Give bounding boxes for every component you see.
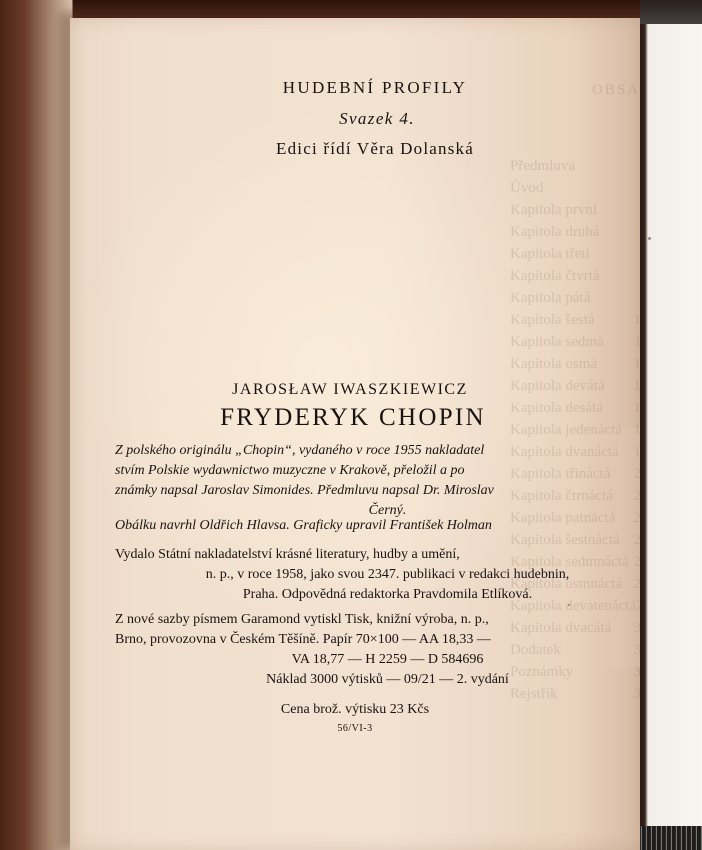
source-note-line-4: Černý.: [368, 503, 407, 518]
printing-line-2: Brno, provozovna v Českém Těšíně. Papír 70×100 — AA 18,33 —: [115, 632, 491, 647]
publisher-line-1: Vydalo Státní nakladatelství krásné literatury, hudby a umění,: [115, 547, 460, 562]
publisher-line-3: Praha. Odpovědná redaktorka Pravdomila Etlíková.: [242, 587, 533, 602]
author-name: JAROSŁAW IWASZKIEWICZ: [232, 381, 468, 398]
source-note-line-3: známky napsal Jaroslav Simonides. Předmluvu napsal Dr. Miroslav: [115, 483, 494, 498]
publisher-note: [115, 545, 660, 605]
book-page: [70, 18, 653, 850]
volume-label: Svazek 4.: [339, 109, 415, 128]
cover-design-line: Obálku navrhl Oldřich Hlavsa. Graficky upravil František Holman: [115, 518, 492, 533]
price-line: Cena brož. výtisku 23 Kčs: [280, 702, 430, 717]
printing-line-4: Náklad 3000 výtisků — 09/21 — 2. vydání: [266, 672, 509, 687]
dust-speck: [648, 237, 651, 240]
cover-top-edge: [640, 0, 702, 24]
series-editor: Edici řídí Věra Dolanská: [276, 139, 474, 158]
page-text: [70, 18, 640, 850]
catalog-code: 56/VI-3: [337, 723, 373, 734]
right-book-cover: [640, 10, 702, 850]
printing-note: [115, 610, 660, 690]
cover-design-credit: [115, 516, 660, 536]
publisher-line-2: n. p., v roce 1958, jako svou 2347. publikaci v redakci hudebnin,: [205, 567, 570, 582]
source-note-line-2: stvím Polskie wydawnictwo muzyczne v Krakově, přeložil a po: [115, 463, 465, 478]
printing-line-3: VA 18,77 — H 2259 — D 584696: [291, 652, 484, 667]
source-note-line-1: Z polského originálu „Chopin“, vydaného v roce 1955 nakladatel: [115, 443, 485, 458]
source-note: [115, 441, 660, 521]
show-through-text: OBSAH Předmluva Úvod Kapitola první Kapitola druhá Kapitola třetí Kapitola čtvrtá Kapitola pátá Kapitola šestá Kapitola sedmá Kapitola osmá Kapitola devátá Kapitola desátá Kapitola jedenáctá Kapitola dvanáctá Kapitola třináctá Kapitola čtrnáctá Kapitola patnáctá Kapitola šestnáctá Kapitola sedmnáctá Kapitola osmnáctá Kapitola devatenáctá Kapitola dvacátá Dodatek Poznámky Rejstřík: [510, 82, 653, 702]
dust-speck: [568, 604, 570, 606]
printing-line-1: Z nové sazby písmem Garamond vytiskl Tisk, knižní výroba, n. p.,: [115, 612, 489, 627]
cover-bottom-edge: [640, 826, 702, 850]
book-title: FRYDERYK CHOPIN: [220, 404, 486, 431]
series-title: HUDEBNÍ PROFILY: [282, 78, 468, 97]
